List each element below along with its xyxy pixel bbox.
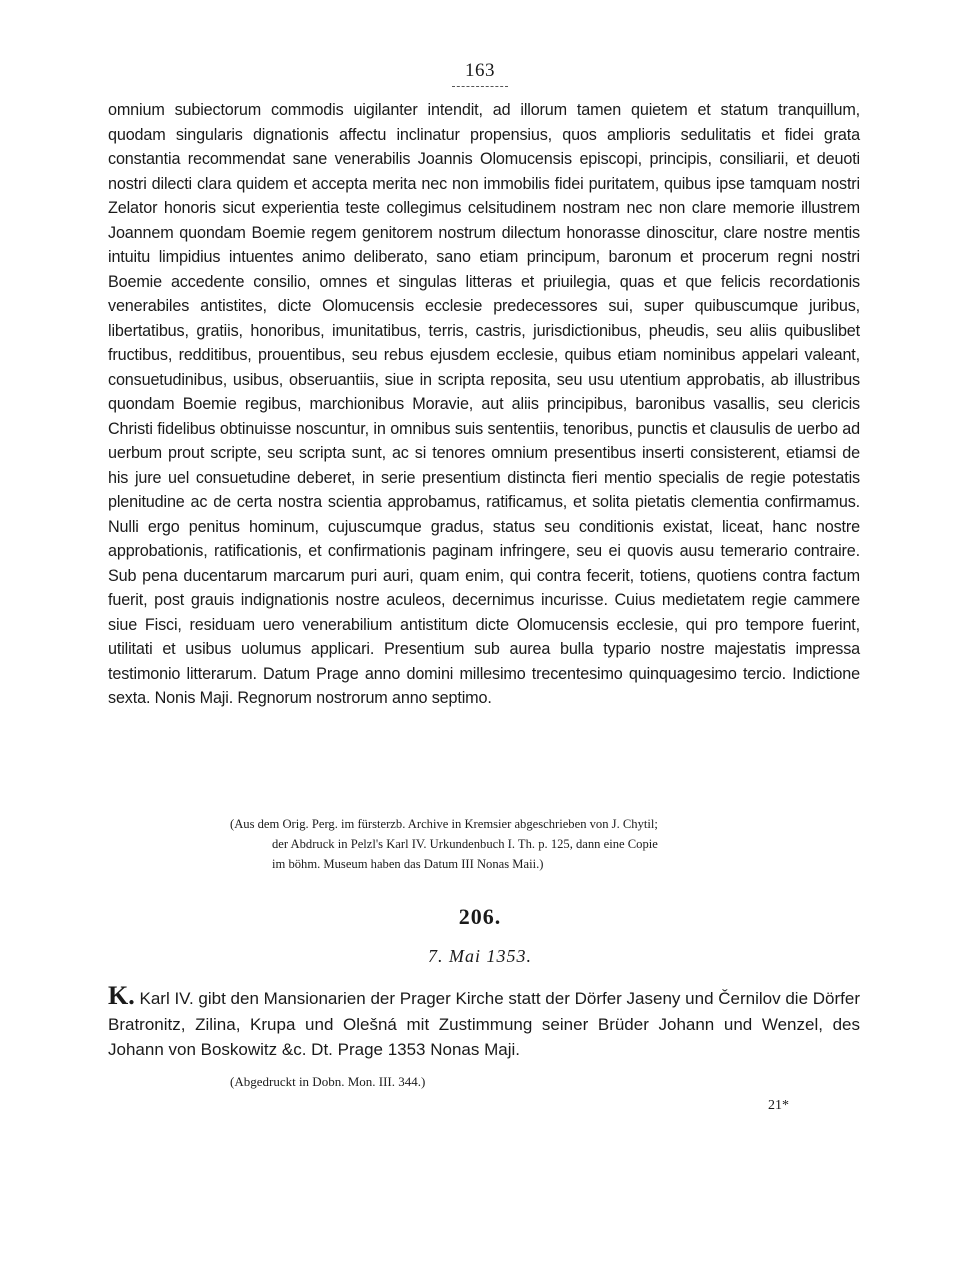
- signature-mark: 21*: [768, 1098, 789, 1113]
- document-number: 206.: [458, 904, 502, 929]
- summary-initial: K.: [108, 981, 135, 1010]
- charter-text: omnium subiectorum commodis uigilanter intendit, ad illorum tamen quietem et statum tranquillum, quodam singularis dignationis affectu inclinatur propensius, quos amplioris sedulitatis et fidei grata constantia recommendat sane venerabilis Joannis Olomucensis episcopi, principis, consiliarii, et deuoti nostri dilecti clara quidem et accepta merita nec non immobilis fidei puritatem, quibus ipse tamquam nostri Zelator honoris sicut experientia teste collegimus celsitudinem nostram nec non clare memorie illustrem Joannem quondam Boemie regem genitorem nostrum dilectum honorasse dinoscitur, clare nostre mentis intuitu limpidius intuentes animo deliberato, sano etiam principum, baronum et procerum regni nostri Boemie accedente consilio, omnes et singulas litteras et priuilegia, quas et que felicis recordationis venerabiles antistites, dicte Olomucensis ecclesie predecessores sui, super quibuscumque juribus, libertatibus, gratiis, honoribus, imunitatibus, terris, castris, jurisdictionibus, pheudis, seu aliis quibuslibet fructibus, redditibus, prouentibus, seu rebus ejusdem ecclesie, quibus etiam nominibus appelari valeant, consuetudinibus, usibus, obseruantiis, siue in scripta reposita, seu usu utentium approbatis, ab illustribus quondam Boemie regibus, marchionibus Moravie, aut aliis principibus, baronibus vasallis, seu clericis Christi fidelibus obtinuisse noscuntur, in omnibus suis sententiis, tenoribus, punctis et clausulis de uerbo ad uerbum prout scripte, seu scripta sunt, ac si tenores omnium presentibus inserti consisterent, etiamsi de his jure uel consuetudine deberet, in serie presentium distincta fieri mentio specialis de regie potestatis plenitudine ac de certa nostra scientia approbamus, ratificamus, et solita pietatis clementia confirmamus. Nulli ergo penitus hominum, cujuscumque gradus, status seu conditionis existat, liceat, hanc nostre approbationis, ratificationis, et confirmationis paginam infringere, seu ei quovis ausu temerario contraire. Sub pena ducentarum marcarum puri auri, quam enim, qui contra fecerit, totiens, quotiens contra factum fuerit, post grauis indignationis nostre aculeos, decernimus incurisse. Cuius medietatem regie cammere siue Fisci, residuam uero venerabilium antistitum dicte Olomucensis ecclesie, qui pro tempore fuerint, utilitati et usibus uolumus applicari. Presentium sub aurea bulla typario nostre majestatis impressa testimonio litterarum. Datum Prage anno domini millesimo trecentesimo quinquagesimo tercio. Indictione sexta. Nonis Maji. Regnorum nostrorum anno septimo.: [108, 101, 860, 707]
- page-number: 163: [465, 60, 495, 81]
- document-source-note: (Abgedruckt in Dobn. Mon. III. 344.): [230, 1074, 426, 1089]
- source-note-line: der Abdruck in Pelzl's Karl IV. Urkundenbuch I. Th. p. 125, dann eine Copie: [272, 837, 658, 851]
- source-note-line: im böhm. Museum haben das Datum III Nonas Maii.): [272, 857, 544, 871]
- document-summary: [108, 981, 861, 1063]
- summary-text: Karl IV. gibt den Mansionarien der Prager Kirche statt der Dörfer Jaseny und Černilov die Dörfer Bratronitz, Zilina, Krupa und Olešná mit Zustimmung seiner Brüder Johann und Wenzel, des Johann von Boskowitz &c. Dt. Prage 1353 Nonas Maji.: [108, 989, 861, 1059]
- source-note-line: (Aus dem Orig. Perg. im fürsterzb. Archive in Kremsier abgeschrieben von J. Chytil;: [230, 817, 658, 831]
- source-note: [230, 814, 860, 874]
- page-number-rule: [452, 86, 508, 87]
- document-date: 7. Mai 1353.: [428, 946, 532, 966]
